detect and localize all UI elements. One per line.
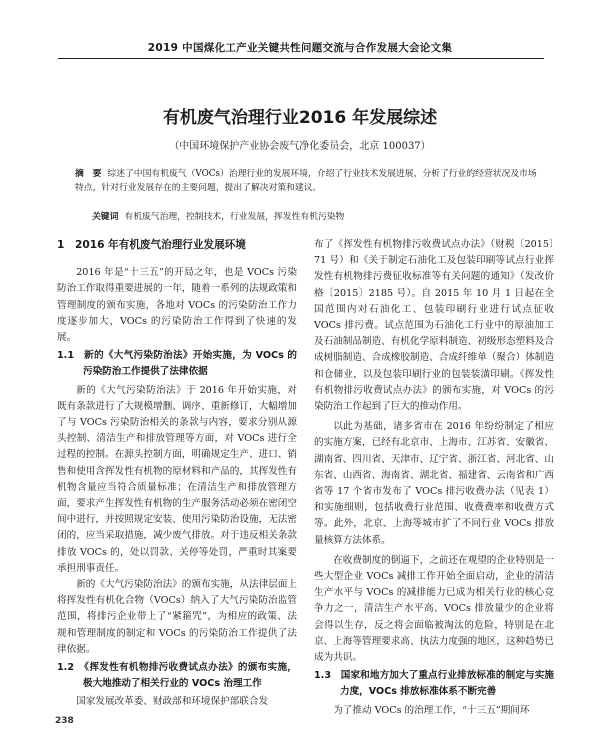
subsection-1-2-paragraph-3: 在收费制度的倒逼下，之前还在观望的企业特别是一些大型企业 VOCs 减排工作开始全面启动，企业的清洁生产水平与 VOCs 的减排能力已成为相关行业的核心竞争力之一，清洁生产水平高、VOCs 排放量少的企业将会得以生存，反之将会面临被淘汰的危险，特别是在北京、上海等管理要求高、执法力度强的地区，这种趋势已成为共识。 [314,554,554,664]
keywords-label: 关键词 [92,212,119,222]
affiliation: （中国环境保护产业协会废气净化委员会，北京 100037） [169,141,431,152]
subsection-1-2-paragraph-1-start: 国家发展改革委、财政部和环境保护部联合发 [76,696,269,708]
abstract [75,167,545,195]
subsection-heading-1-2: 1.2 《挥发性有机物排污收费试点办法》的颁布实施，极大地推动了相关行业的 VOCs 治理工作 [57,662,297,690]
left-column [57,237,297,711]
subsection-heading-1-3: 1.3 国家和地方加大了重点行业排放标准的制定与实施力度，VOCs 排放标准体系不断完善 [314,670,554,698]
header-rule [58,58,544,59]
keywords [92,210,545,224]
abstract-label: 摘 要 [75,169,102,179]
right-column [314,237,554,719]
subsection-1-1-paragraph-1: 新的《大气污染防治法》于 2016 年开始实施，对既有条款进行了大规模增删、调序、重新修订，大幅增加了与 VOCs 污染防治相关的条款与内容，要求分别从源头控制、清洁生产和排放管理等方面，对 VOCs 进行全过程的控制。在源头控制方面，明确规定生产、进口、销售和使用含挥发性有机物的原材料和产品的，其挥发性有机物含量应当符合质量标准；在清洁生产和排放管理方面，要求产生挥发性有机物的生产服务活动必须在密闭空间中进行，并按照规定安装、使用污染防治设施，无法密闭的，应当采取措施，减少废气排放。对于违反相关条款排放 VOCs 的，处以罚款、关停等处罚，严重时其案要承担刑事责任。 [57,384,297,574]
subsection-1-3-paragraph-1-start: 为了推动 VOCs 的治理工作，“十三五”期间环 [333,704,530,716]
subsection-1-2-paragraph-1-continued: 布了《挥发性有机物排污收费试点办法》（财税〔2015〕71 号）和《关于制定石油化工及包装印刷等试点行业挥发性有机物排污费征收标准等有关问题的通知》（发改价格〔2015〕2185 号）。自 2015 年 10 月 1 日起在全国范围内对石油化工、包装印刷行业进行试点征收 VOCs 排污费。试点范围为石油化工行业中的原油加工及石油制品制造、有机化学原料制造、初级形态塑料及合成树脂制造、合成橡胶制造、合成纤维单（聚合）体制造和仓储业，以及包装印刷行业的包装装潢印刷。《挥发性有机物排污收费试点办法》的颁布实施，对 VOCs 的污染防治工作起到了巨大的推动作用。 [314,239,554,413]
subsection-1-2-paragraph-2: 以此为基础，诸多省市在 2016 年纷纷制定了相应的实施方案，已经有北京市、上海市、江苏省、安徽省、湖南省、四川省、天津市、辽宁省、浙江省、河北省、山东省、山西省、海南省、湖北省、福建省、云南省和广西省等 17 个省市发布了 VOCs 排污收费办法（见表 1）和实施细则，包括收费行业范围、收费费率和收费方式等。此外，北京、上海等城市扩了不同行业 VOCs 排放量核算方法体系。 [314,421,554,546]
subsection-1-1-paragraph-2: 新的《大气污染防治法》的颁布实施，从法律层面上将挥发性有机化合物（VOCs）纳入了大气污染防治监管范围，将排污企业带上了“紧箍咒”，为相应的政策、法规和管理制度的制定和 VOCs 的污染防治工作提供了法律依据。 [57,579,297,655]
running-header: 2019 中国煤化工产业关键共性问题交流与合作发展大会论文集 [147,42,453,54]
section-heading-1: 1 2016 年有机废气治理行业发展环境 [57,239,246,251]
section-intro-paragraph: 2016 年是“十三五”的开局之年，也是 VOCs 污染防治工作取得重要进展的一年，随着一系列的法规政策和管理制度的颁布实施，各地对 VOCs 的污染防治工作力度逐步加大，VOCs 的污染防治工作得到了快速的发展。 [57,267,297,344]
subsection-heading-1-1: 1.1 新的《大气污染防治法》开始实施，为 VOCs 的污染防治工作提供了法律依据 [57,350,297,378]
abstract-text: 综述了中国有机废气（VOCs）治理行业的发展环境，介绍了行业技术发展进展，分析了行业的经营状况及市场特点，针对行业发展存在的主要问题，提出了解决对策和建议。 [75,169,537,193]
keywords-text: 有机废气治理，控制技术，行业发展，挥发性有机污染物 [124,212,345,222]
page-number: 238 [55,716,74,726]
paper-title: 有机废气治理行业2016 年发展综述 [162,108,438,128]
